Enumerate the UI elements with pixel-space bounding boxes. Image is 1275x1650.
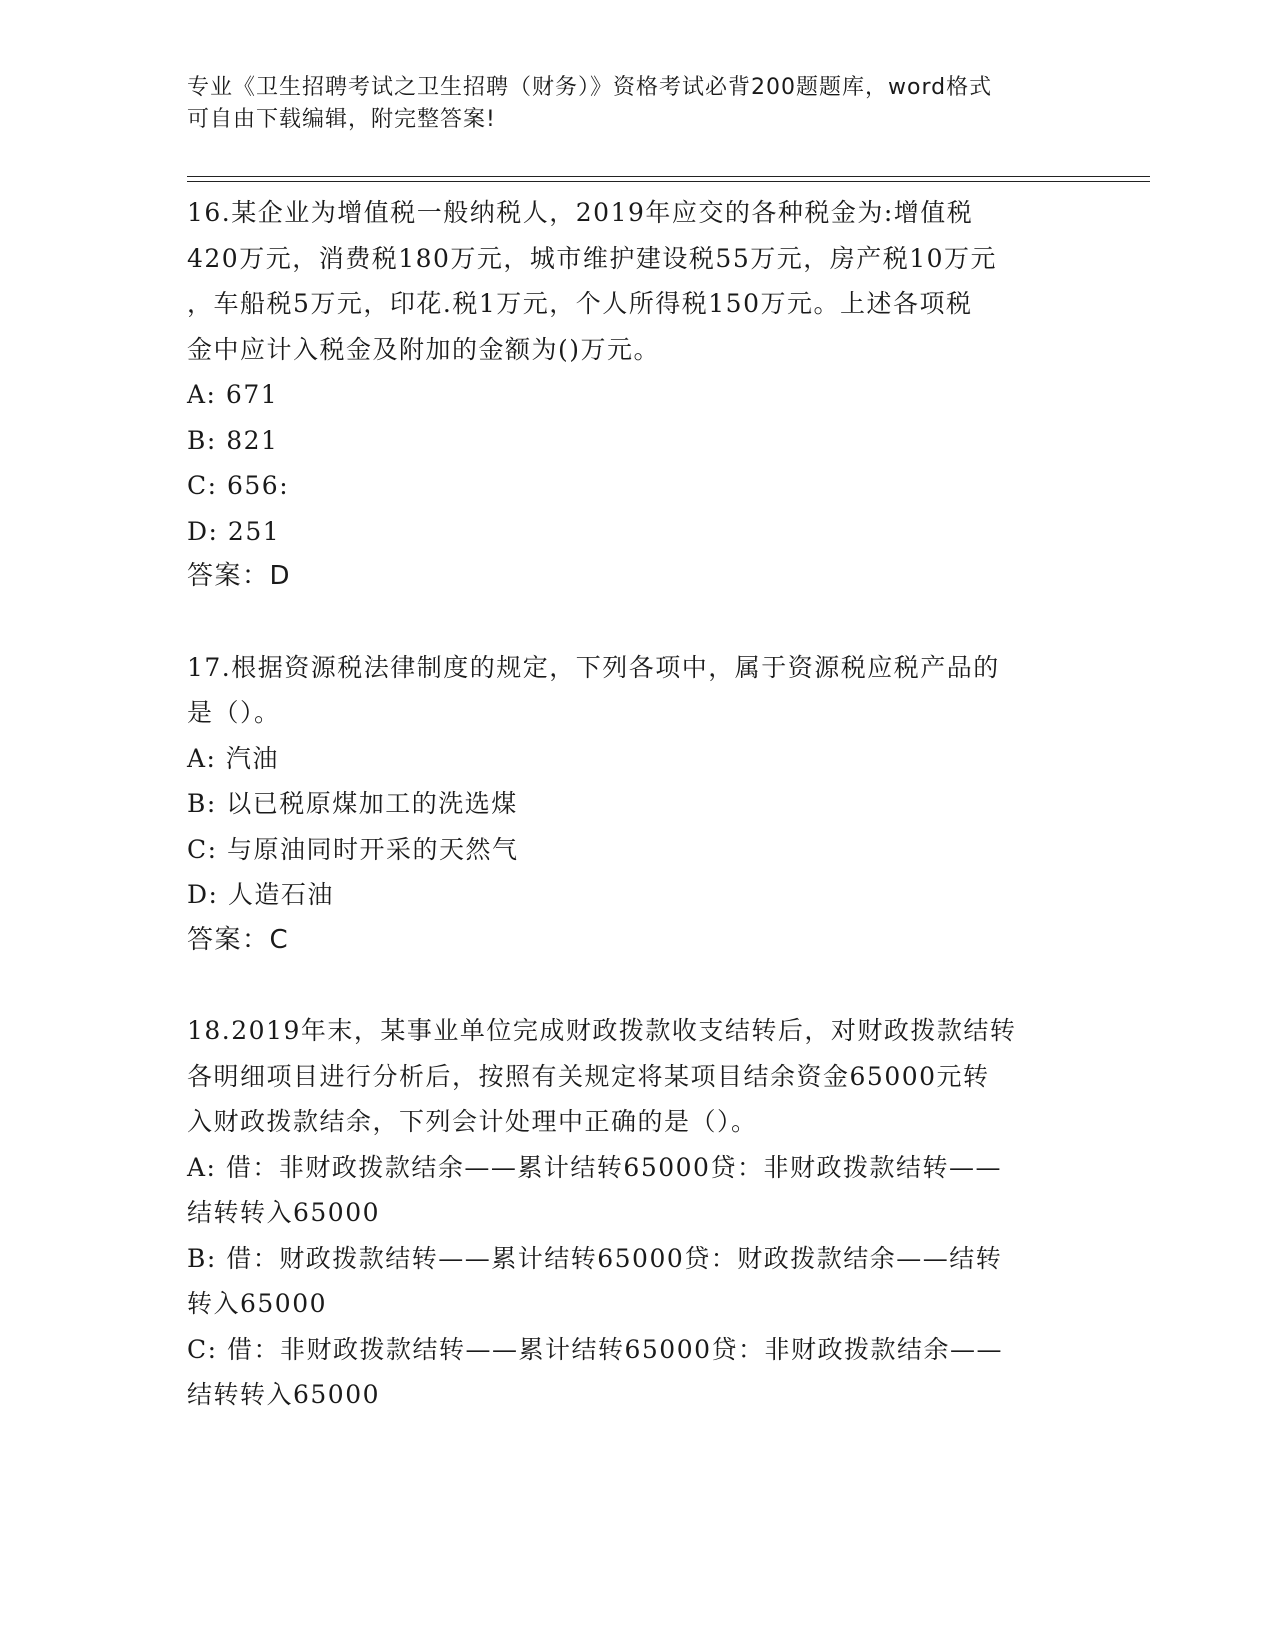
- question-17: [187, 645, 1087, 964]
- option-b: B: 821: [187, 425, 279, 455]
- option-b: B: 以已税原煤加工的洗选煤: [187, 789, 518, 818]
- question-text: 金中应计入税金及附加的金额为()万元。: [187, 334, 661, 364]
- option-c-continued: 结转转入65000: [187, 1380, 381, 1409]
- option-d: D: 人造石油: [187, 880, 334, 909]
- header-line: 可自由下载编辑，附完整答案!: [187, 107, 496, 132]
- option-a: A: 借：非财政拨款结余——累计结转65000贷：非财政拨款结转——: [187, 1152, 1002, 1182]
- spacer: [187, 963, 1087, 1008]
- option-c: C: 656:: [187, 471, 290, 500]
- option-b-continued: 转入65000: [187, 1289, 328, 1318]
- question-16: [187, 190, 1087, 600]
- document-header: [187, 72, 1067, 136]
- option-b: B: 借：财政拨款结转——累计结转65000贷：财政拨款结余——结转: [187, 1243, 1003, 1273]
- question-text: 入财政拨款结余，下列会计处理中正确的是（）。: [187, 1107, 758, 1136]
- answer: 答案：C: [187, 924, 290, 955]
- header-line: 专业《卫生招聘考试之卫生招聘（财务）》资格考试必背200题题库，word格式: [187, 75, 993, 100]
- header-divider: [187, 176, 1150, 177]
- option-d: D: 251: [187, 516, 281, 546]
- question-list: [187, 190, 1087, 1418]
- question-text: ，车船税5万元，印花.税1万元，个人所得税150万元。上述各项税: [187, 289, 973, 318]
- option-c: C: 与原油同时开采的天然气: [187, 834, 519, 864]
- question-text: 各明细项目进行分析后，按照有关规定将某项目结余资金65000元转: [187, 1061, 990, 1091]
- header-divider: [187, 181, 1150, 182]
- answer: 答案：D: [187, 561, 292, 591]
- spacer: [187, 600, 1087, 645]
- question-text: 18.2019年末，某事业单位完成财政拨款收支结转后，对财政拨款结转: [187, 1016, 1017, 1045]
- option-a-continued: 结转转入65000: [187, 1198, 381, 1227]
- option-a: A: 671: [187, 380, 279, 409]
- option-c: C: 借：非财政拨款结转——累计结转65000贷：非财政拨款结余——: [187, 1334, 1004, 1364]
- question-18: [187, 1008, 1087, 1418]
- question-text: 17.根据资源税法律制度的规定，下列各项中，属于资源税应税产品的: [187, 652, 1000, 682]
- question-text: 420万元，消费税180万元，城市维护建设税55万元，房产税10万元: [187, 243, 998, 273]
- option-a: A: 汽油: [187, 743, 279, 773]
- question-text: 16.某企业为增值税一般纳税人，2019年应交的各种税金为:增值税: [187, 198, 974, 227]
- question-text: 是（）。: [187, 698, 281, 727]
